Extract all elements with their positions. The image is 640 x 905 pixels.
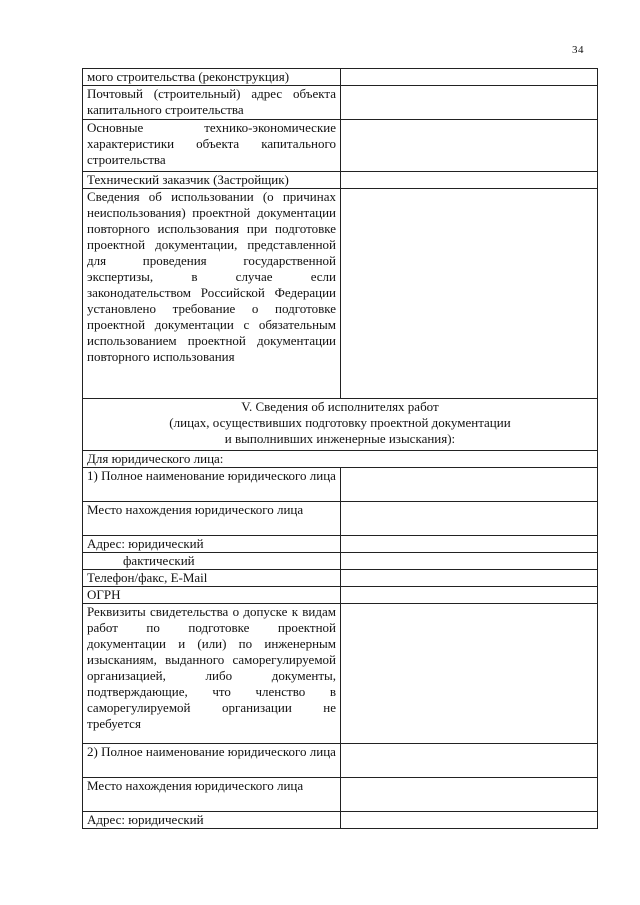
table-row bbox=[83, 570, 598, 587]
value-cell[interactable] bbox=[341, 587, 598, 604]
section-title: V. Сведения об исполнителях работ bbox=[241, 399, 439, 414]
section-header bbox=[83, 399, 598, 451]
section-header-row bbox=[83, 399, 598, 451]
table-row bbox=[83, 587, 598, 604]
table-row bbox=[83, 812, 598, 829]
section-subtitle-line: (лицах, осуществивших подготовку проектной документации bbox=[169, 415, 511, 430]
row-label: Адрес: юридический bbox=[83, 812, 341, 829]
value-cell[interactable] bbox=[341, 812, 598, 829]
table-row bbox=[83, 468, 598, 502]
row-label: Для юридического лица: bbox=[83, 451, 598, 468]
value-cell[interactable] bbox=[341, 172, 598, 189]
row-label: фактический bbox=[83, 553, 341, 570]
row-label: ОГРН bbox=[83, 587, 341, 604]
value-cell[interactable] bbox=[341, 189, 598, 399]
value-cell[interactable] bbox=[341, 468, 598, 502]
table-row bbox=[83, 120, 598, 172]
table-row bbox=[83, 86, 598, 120]
row-label: Телефон/факс, E-Mail bbox=[83, 570, 341, 587]
table-row bbox=[83, 502, 598, 536]
value-cell[interactable] bbox=[341, 536, 598, 553]
table-row bbox=[83, 172, 598, 189]
table-row bbox=[83, 778, 598, 812]
row-label: Реквизиты свидетельства о допуске к видам работ по подготовке проектной документации и (или) по инженерным изысканиям, выданного саморегулируемой организацией, либо документы, подтверждающие, что членство в саморегулируемой организации не требуется bbox=[83, 604, 341, 744]
table-row bbox=[83, 604, 598, 744]
row-label: мого строительства (реконструкция) bbox=[83, 69, 341, 86]
row-label: Сведения об использовании (о причинах неиспользования) проектной документации повторного использования при подготовке проектной документации, представленной для проведения государственной экспертизы, в случае если законодательством Российской Федерации установлено требование о подготовке проектной документации с обязательным использованием проектной документации повторного использования bbox=[83, 189, 341, 399]
table-row bbox=[83, 189, 598, 399]
value-cell[interactable] bbox=[341, 778, 598, 812]
table-row bbox=[83, 744, 598, 778]
table-row bbox=[83, 536, 598, 553]
table-row bbox=[83, 451, 598, 468]
row-label: Место нахождения юридического лица bbox=[83, 778, 341, 812]
value-cell[interactable] bbox=[341, 744, 598, 778]
value-cell[interactable] bbox=[341, 553, 598, 570]
row-label: 1) Полное наименование юридического лица bbox=[83, 468, 341, 502]
row-label: Основные технико-экономические характеристики объекта капитального строительства bbox=[83, 120, 341, 172]
value-cell[interactable] bbox=[341, 502, 598, 536]
form-table bbox=[82, 68, 598, 829]
page-number: 34 bbox=[572, 44, 584, 56]
row-label: Место нахождения юридического лица bbox=[83, 502, 341, 536]
value-cell[interactable] bbox=[341, 69, 598, 86]
value-cell[interactable] bbox=[341, 120, 598, 172]
row-label: Технический заказчик (Застройщик) bbox=[83, 172, 341, 189]
value-cell[interactable] bbox=[341, 86, 598, 120]
value-cell[interactable] bbox=[341, 604, 598, 744]
table-row bbox=[83, 69, 598, 86]
value-cell[interactable] bbox=[341, 570, 598, 587]
section-subtitle-line: и выполнивших инженерные изыскания): bbox=[224, 431, 456, 446]
row-label: 2) Полное наименование юридического лица bbox=[83, 744, 341, 778]
row-label: Почтовый (строительный) адрес объекта капитального строительства bbox=[83, 86, 341, 120]
table-row bbox=[83, 553, 598, 570]
row-label: Адрес: юридический bbox=[83, 536, 341, 553]
